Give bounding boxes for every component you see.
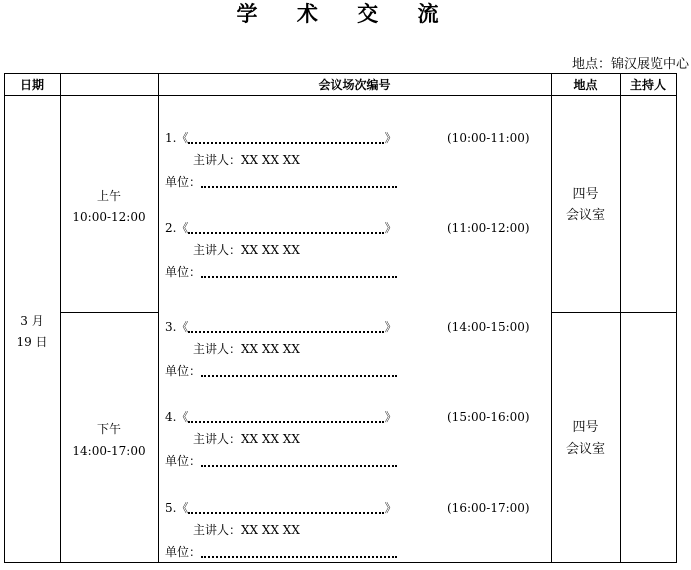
session-time: (16:00-17:00): [447, 501, 530, 515]
title-placeholder-dots: [188, 224, 384, 234]
date-month: 3 月: [20, 314, 44, 328]
morning-room-line1: 四号: [572, 187, 599, 202]
session-title-close: 》: [384, 320, 397, 334]
morning-room-line2: 会议室: [565, 208, 605, 223]
header-session: 会议场次编号: [318, 78, 391, 92]
session-unit-label: 单位：: [165, 364, 202, 378]
session-time: (14:00-15:00): [447, 320, 530, 334]
session-speaker: 主讲人：XX XX XX: [193, 523, 300, 537]
morning-label: 上午: [96, 189, 121, 203]
venue-label: 地点：锦汉展览中心: [571, 57, 689, 72]
session-number: 2.《: [165, 221, 189, 235]
title-placeholder-dots: [188, 323, 384, 333]
session-title-close: 》: [384, 221, 397, 235]
session-speaker: 主讲人：XX XX XX: [193, 342, 300, 356]
session-time: (15:00-16:00): [447, 410, 530, 424]
session-unit-label: 单位：: [165, 175, 202, 189]
session-number: 5.《: [165, 501, 189, 515]
session-unit-label: 单位：: [165, 265, 202, 279]
session-number: 4.《: [165, 410, 189, 424]
session-number: 3.《: [165, 320, 189, 334]
morning-time: 10:00-12:00: [72, 210, 146, 224]
session-unit-label: 单位：: [165, 545, 202, 559]
header-date: 日期: [19, 78, 44, 92]
session-speaker: 主讲人：XX XX XX: [193, 432, 300, 446]
afternoon-room-line2: 会议室: [565, 442, 605, 457]
session-number: 1.《: [165, 131, 189, 145]
title-placeholder-dots: [188, 504, 384, 514]
session-unit-label: 单位：: [165, 454, 202, 468]
afternoon-room-line1: 四号: [572, 420, 599, 435]
afternoon-label: 下午: [96, 422, 121, 436]
title-placeholder-dots: [188, 413, 384, 423]
unit-placeholder-dots: [201, 367, 397, 377]
header-host: 主持人: [629, 78, 666, 92]
unit-placeholder-dots: [201, 548, 397, 558]
header-location: 地点: [573, 78, 598, 92]
session-title-close: 》: [384, 131, 397, 145]
unit-placeholder-dots: [201, 457, 397, 467]
unit-placeholder-dots: [201, 268, 397, 278]
page-title: 学 术 交 流: [236, 1, 455, 26]
session-speaker: 主讲人：XX XX XX: [193, 153, 300, 167]
date-day: 19 日: [16, 335, 48, 349]
afternoon-time: 14:00-17:00: [72, 444, 146, 458]
session-title-close: 》: [384, 410, 397, 424]
session-speaker: 主讲人：XX XX XX: [193, 243, 300, 257]
session-time: (11:00-12:00): [447, 221, 530, 235]
session-title-close: 》: [384, 501, 397, 515]
session-time: (10:00-11:00): [447, 131, 530, 145]
title-placeholder-dots: [188, 134, 384, 144]
unit-placeholder-dots: [201, 178, 397, 188]
